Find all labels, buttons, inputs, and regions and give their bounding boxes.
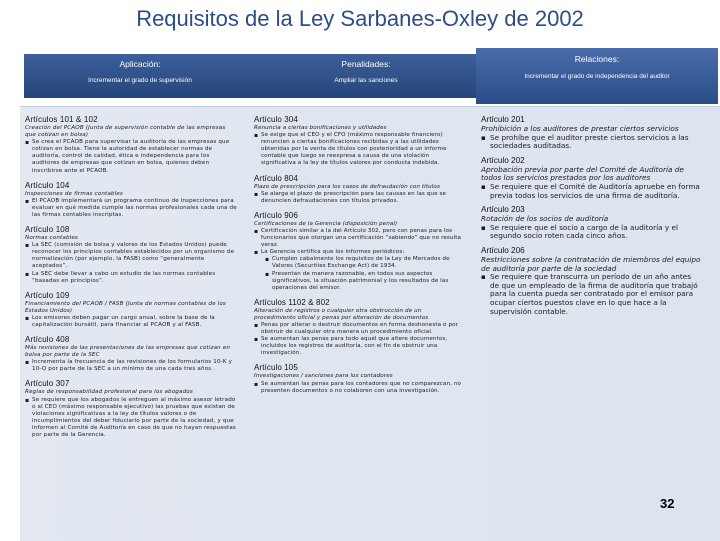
bullet-item: ▪ Se requiere que transcurra un período de un año antes de que un empleado de la firma de auditoría que trabajó para la cuenta pueda ser contratado por el emisor para ocupar ciertos puestos clave en lo que hace a la supervisión contable. bbox=[481, 273, 701, 316]
section-subtitle: Normas contables bbox=[25, 235, 79, 242]
section bbox=[254, 298, 464, 358]
band-aplicacion bbox=[24, 54, 256, 98]
bullet-item: ▪ La SEC debe llevar a cabo un estudio de las normas contables “basadas en principios”. bbox=[25, 271, 237, 285]
section bbox=[254, 363, 464, 394]
section-subtitle: Investigaciones / sanciones para los contadores bbox=[254, 373, 393, 380]
section bbox=[25, 115, 237, 175]
band-heading: Relaciones: bbox=[574, 54, 620, 64]
band-heading: Penalidades: bbox=[341, 59, 391, 69]
section-title: Artículo 408 bbox=[25, 335, 70, 345]
section bbox=[254, 211, 464, 292]
bullet-item: ▪ Se exige que el CEO y el CFO (máximo responsable financiero) renuncien a ciertas bonificaciones recibidas y a las utilidades obtenidas por la venta de títulos con posterioridad a un informe contable que luego se reexpresa a causa de una violación significativa a la ley de títulos valores por conducta indebida. bbox=[254, 132, 464, 167]
section bbox=[25, 181, 237, 219]
bullet-item: ▪ El PCAOB implementará un programa continuo de inspecciones para evaluar en qué medida cumple las normas profesionales cada una de las firmas contables inscriptas. bbox=[25, 198, 237, 219]
section-subtitle: Aprobación previa por parte del Comité de Auditoría de todos los servicios prestados por los auditores bbox=[481, 164, 684, 183]
page-number: 32 bbox=[660, 496, 675, 511]
bullet-item: ▪ Incrementa la frecuencia de las revisiones de los formularios 10-K y 10-Q por parte de la SEC a un mínimo de una cada tres años. bbox=[25, 359, 237, 373]
section-subtitle: Rotación de los socios de auditoría bbox=[481, 214, 609, 224]
section-subtitle: Plazo de prescripción para los casos de defraudación con títulos bbox=[254, 183, 440, 190]
column-relaciones bbox=[481, 115, 701, 321]
section-title: Artículo 304 bbox=[254, 115, 298, 124]
section-subtitle: Reglas de responsabilidad profesional para los abogados bbox=[25, 389, 193, 396]
section bbox=[25, 379, 237, 439]
section-title: Artículo 206 bbox=[481, 245, 525, 255]
section bbox=[25, 291, 237, 329]
section bbox=[254, 174, 464, 205]
bullet-item: ▪ Los emisores deben pagar un cargo anual, sobre la base de la capitalización bursátil, para financiar al PCAOB y al FASB. bbox=[25, 315, 237, 329]
section-title: Artículo 906 bbox=[254, 210, 298, 220]
section-title: Artículo 804 bbox=[254, 173, 298, 183]
bullet-item: ▪ Se prohíbe que el auditor preste ciertos servicios a las sociedades auditadas. bbox=[481, 134, 701, 151]
bullet-item: ▪ La SEC (comisión de bolsa y valores de los Estados Unidos) puede reconocer los principios contables establecidos por un organismo de normalización (por ejemplo, la FASB) como “generalmente aceptados”. bbox=[25, 242, 237, 270]
page-title: Requisitos de la Ley Sarbanes-Oxley de 2002 bbox=[136, 6, 584, 31]
section-title: Artículos 101 & 102 bbox=[25, 115, 98, 124]
bullet-item: ▪ Se aumentan las penas para todo aquél que altere documentos, incluidos los registros de auditoría, con el fin de obstruir una investigación. bbox=[254, 336, 464, 357]
section bbox=[25, 225, 237, 285]
section-title: Artículos 1102 & 802 bbox=[254, 297, 330, 307]
section-subtitle: Financiamiento del PCAOB / FASB (Junta de normas contables de los Estados Unidos) bbox=[25, 300, 226, 314]
section-title: Artículo 108 bbox=[25, 225, 70, 235]
section-title: Artículo 203 bbox=[481, 205, 525, 215]
bullet-item: ▪ Se alarga el plazo de prescripción para las causas en las que se denuncien defraudaciones con títulos privados. bbox=[254, 191, 464, 205]
section-title: Artículo 104 bbox=[25, 180, 70, 190]
section bbox=[481, 205, 701, 241]
bullet-item: ▪ Se aumentan las penas para los contadores que no comparezcan, no presenten documentos o no colaboren con una investigación. bbox=[254, 381, 464, 395]
bullet-item: ▪ La Gerencia certifica que los informes periódicos: bbox=[254, 249, 464, 256]
section bbox=[25, 335, 237, 373]
band-subtitle: Incrementar el grado de supervisión bbox=[88, 77, 192, 84]
section-title: Artículo 202 bbox=[481, 155, 525, 165]
section-title: Artículo 201 bbox=[481, 115, 525, 124]
bullet-item: ▪ Se requiere que el socio a cargo de la auditoría y el segundo socio roten cada cinco años. bbox=[481, 224, 701, 241]
section-title: Artículo 307 bbox=[25, 379, 70, 389]
section-subtitle: Inspecciones de firmas contables bbox=[25, 190, 123, 197]
section-subtitle: Certificaciones de la Gerencia (disposición penal) bbox=[254, 220, 398, 227]
band-relaciones bbox=[476, 48, 718, 104]
sub-bullet-item: ▪ Cumplen cabalmente los requisitos de la Ley de Mercados de Valores (Securities Exchange Act) de 1934. bbox=[254, 256, 464, 270]
bullet-item: ▪ Se requiere que el Comité de Auditoría apruebe en forma previa todos los servicios de una firma de auditoría. bbox=[481, 183, 701, 200]
content-panel bbox=[20, 106, 720, 541]
bullet-item: ▪ Se crea el PCAOB para supervisar la auditoría de las empresas que cotizan en bolsa. Tiene la autoridad de establecer normas de auditoría, control de calidad, ética e independencia para los auditores de empresas que cotizan en bolsa, quienes deben inscribirse ante el PCAOB. bbox=[25, 139, 237, 174]
band-heading: Aplicación: bbox=[119, 59, 161, 69]
section-title: Artículo 105 bbox=[254, 363, 298, 373]
section-subtitle: Alteración de registros o cualquier otra obstrucción de un procedimiento oficial y penas por alteración de documentos bbox=[254, 307, 429, 321]
bullet-item: ▪ Penas por alterar o destruir documentos en forma deshonesta o por obstruir de cualquier otra manera un procedimiento oficial. bbox=[254, 322, 464, 336]
section-subtitle: Más revisiones de las presentaciones de las empresas que cotizan en bolsa por parte de la SEC bbox=[25, 345, 231, 359]
column-penalidades bbox=[254, 115, 464, 401]
section bbox=[481, 115, 701, 151]
section bbox=[481, 156, 701, 200]
section-subtitle: Restricciones sobre la contratación de miembros del equipo de auditoría por parte de la sociedad bbox=[481, 254, 701, 273]
column-aplicacion bbox=[25, 115, 237, 445]
section bbox=[481, 246, 701, 316]
section bbox=[254, 115, 464, 168]
sub-bullet-item: ▪ Presentan de manera razonable, en todos sus aspectos significativos, la situación patrimonial y los resultados de las operaciones del emisor. bbox=[254, 271, 464, 292]
bullet-item: ▪ Certificación similar a la del Artículo 302, pero con penas para los funcionarios que otorgan una certificación “sabiendo” que no resulta veraz. bbox=[254, 228, 464, 249]
category-bands bbox=[0, 44, 720, 100]
band-subtitle: Incrementar el grado de independencia del auditor bbox=[524, 73, 670, 80]
section-subtitle: Creación del PCAOB (Junta de supervisión contable de las empresas que cotizan en bolsa) bbox=[25, 125, 226, 139]
band-penalidades bbox=[256, 54, 476, 98]
section-subtitle: Renuncia a ciertas bonificaciones y utilidades bbox=[254, 125, 387, 131]
section-subtitle: Prohibición a los auditores de prestar ciertos servicios bbox=[481, 124, 679, 133]
band-subtitle: Ampliar las sanciones bbox=[334, 77, 398, 84]
section-title: Artículo 109 bbox=[25, 290, 70, 300]
bullet-item: ▪ Se requiere que los abogados le entreguen al máximo asesor letrado o al CEO (máximo responsable ejecutivo) las pruebas que existan de violaciones significativas a la ley de títulos valores o de incumplimientos del deber fiduciario por parte de la sociedad, y que informen al Comité de Auditoría en caso de que no hayan respuestas por parte de la Gerencia. bbox=[25, 397, 237, 440]
